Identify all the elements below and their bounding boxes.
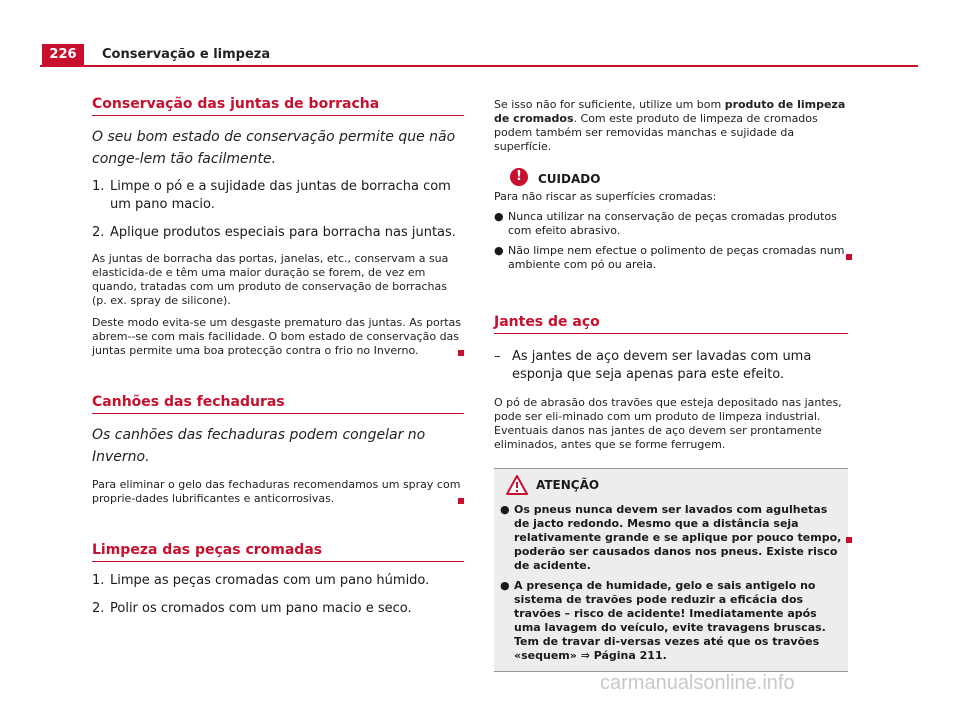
section-end-marker (846, 254, 852, 260)
chapter-title: Conservação e limpeza (102, 47, 271, 62)
bullet-text: Não limpe nem efectue o polimento de peças cromadas num ambiente com pó ou areia. (508, 244, 845, 271)
bullet-text: Os pneus nunca devem ser lavados com agulhetas de jacto redondo. Mesmo que a distância seja relativamente grande e se aplique por pouco tempo, poderão ser causados danos nos pneus. Existe risco de acidente. (514, 503, 842, 572)
warning-bullet (500, 503, 842, 573)
section-end-row (494, 272, 848, 280)
caution-icon: ! (510, 168, 528, 186)
paragraph: Para eliminar o gelo das fechaduras recomendamos um spray com proprie-dades lubrificantes e anticorrosivas. (92, 478, 461, 505)
step-text: Limpe as peças cromadas com um pano húmido. (110, 573, 430, 588)
bullet-dot: ● (500, 503, 510, 516)
page-header (40, 0, 918, 67)
watermark: carmanualsonline.info (600, 672, 795, 694)
bullet-dot: ● (500, 579, 510, 592)
caution-block (494, 168, 848, 280)
chrome-paragraph (494, 98, 848, 154)
chrome-paragraph-text: Se isso não for suficiente, utilize um bom (494, 98, 725, 111)
caution-intro: Para não riscar as superfícies cromadas: (494, 190, 717, 203)
warning-bullet (500, 579, 842, 663)
section-steel-rims (494, 314, 848, 672)
caution-bullet (494, 244, 848, 272)
step-item (92, 600, 464, 618)
step-number: 2. (92, 601, 105, 616)
step-list (92, 572, 464, 618)
right-column (494, 98, 848, 672)
caution-header (494, 168, 848, 186)
section-end-row (92, 506, 464, 514)
chrome-cleaner-term: produto de limpeza de cromados (494, 98, 846, 125)
page-number: 226 (42, 44, 84, 66)
step-text: Aplique produtos especiais para borracha nas juntas. (110, 225, 456, 240)
section-lead: O seu bom estado de conservação permite que não conge-lem tão facilmente. (92, 129, 456, 167)
step-number: 1. (92, 179, 105, 194)
bullet-text: A presença de humidade, gelo e sais antigelo no sistema de travões pode reduzir a eficácia dos travões – risco de acidente! Imediatamente após uma lavagem do veículo, evite travagens bruscas. Tem de travar di-versas vezes até que os travões «sequem» ⇒ Página 211. (514, 579, 826, 662)
paragraph: O pó de abrasão dos travões que esteja depositado nas jantes, pode ser eli-minado com um produto de limpeza industrial. Eventuais danos nas jantes de aço devem ser prontamente eliminados, antes que se forme ferrugem. (494, 396, 842, 451)
paragraph: As juntas de borracha das portas, janelas, etc., conservam a sua elasticida-de e têm uma maior duração se forem, de vez em quando, tratadas com um produto de conservação de borrachas (p. ex. spray de silicone). (92, 252, 449, 307)
left-column (92, 96, 464, 618)
bullet-dot: ● (494, 210, 504, 223)
step-text: Polir os cromados com um pano macio e seco. (110, 601, 412, 616)
section-title: Canhões das fechaduras (92, 394, 464, 414)
section-chrome-parts (92, 542, 464, 618)
step-dash: – (494, 349, 501, 364)
section-lock-cylinders (92, 394, 464, 514)
section-rubber-seals (92, 96, 464, 366)
section-title: Limpeza das peças cromadas (92, 542, 464, 562)
warning-triangle-icon (506, 475, 528, 495)
step-number: 2. (92, 225, 105, 240)
section-end-marker (458, 498, 464, 504)
caution-bullet (494, 210, 848, 238)
step-text: As jantes de aço devem ser lavadas com uma esponja que seja apenas para este efeito. (512, 349, 812, 382)
step-number: 1. (92, 573, 105, 588)
section-end-marker (846, 537, 852, 543)
warning-title: ATENÇÃO (536, 478, 600, 492)
bullet-text: Nunca utilizar na conservação de peças cromadas produtos com efeito abrasivo. (508, 210, 837, 237)
section-title: Conservação das juntas de borracha (92, 96, 464, 116)
section-title: Jantes de aço (494, 314, 848, 334)
header-rule (40, 65, 918, 67)
section-lead: Os canhões das fechaduras podem congelar no Inverno. (92, 427, 426, 465)
caution-title: CUIDADO (538, 172, 601, 186)
chrome-paragraph-text: . Com este produto de limpeza de cromados podem também ser removidas manchas e sujidade da superfície. (494, 112, 818, 153)
step-item (92, 572, 464, 590)
section-end-row (92, 358, 464, 366)
section-end-marker (458, 350, 464, 356)
step-list (92, 178, 464, 242)
warning-box (494, 468, 848, 672)
step-item (92, 224, 464, 242)
bullet-dot: ● (494, 244, 504, 257)
paragraph: Deste modo evita-se um desgaste prematuro das juntas. As portas abrem--se com mais facilidade. O bom estado de conservação das juntas permite uma boa protecção contra o frio no Inverno. (92, 316, 462, 357)
step-item (92, 178, 464, 214)
step-text: Limpe o pó e a sujidade das juntas de borracha com um pano macio. (110, 179, 451, 212)
warning-header (500, 475, 842, 495)
step-item (494, 348, 848, 384)
